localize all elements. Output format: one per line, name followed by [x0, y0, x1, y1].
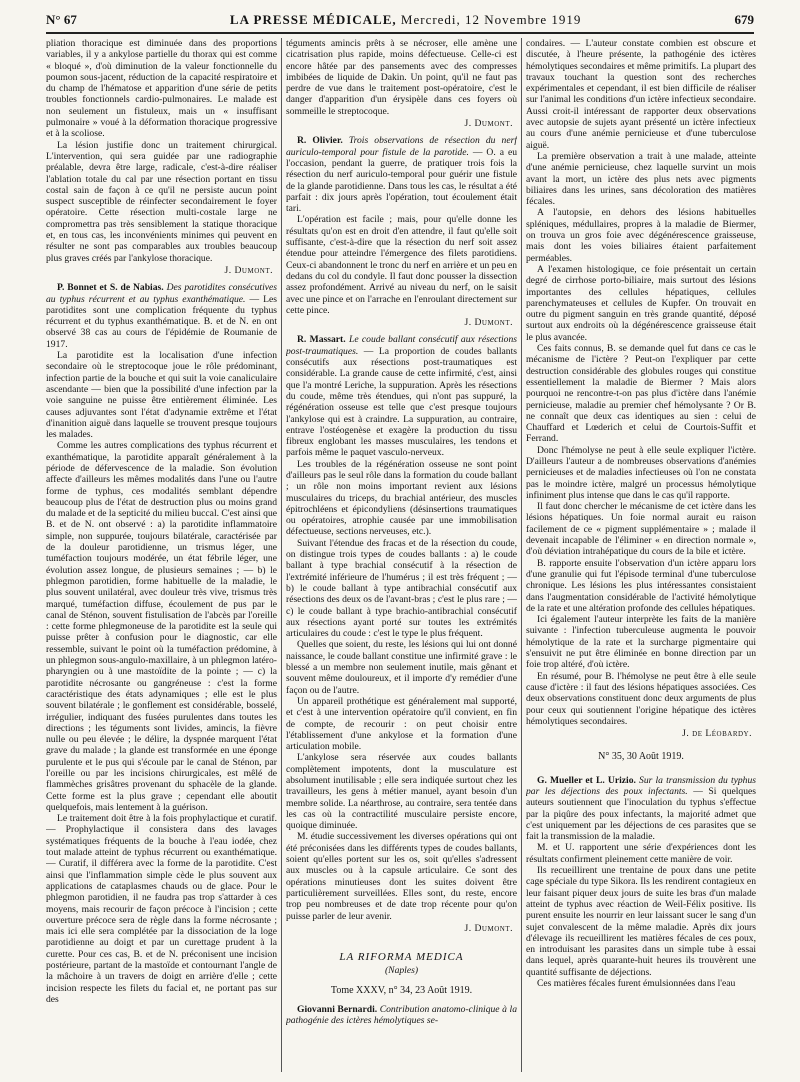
article-author: R. Olivier.	[297, 135, 343, 147]
article-massart	[286, 334, 517, 934]
paragraph: Donc l'hémolyse ne peut à elle seule expliquer l'ictère. D'ailleurs l'auteur a de nombreuses observations d'anémies pernicieuses et de maladies infectieuses où l'on ne constata pas le moindre ictère, malgré un processus hémolytique infiniment plus intense que dans le cas qu'il rapporte.	[526, 444, 756, 501]
paragraph: A l'autopsie, en dehors des lésions habituelles spléniques, médullaires, propres à la maladie de Biermer, on trouva un gros foie avec dégénérescence graisseuse, mais dont les voies biliaires étaient parfaitement perméables.	[526, 207, 756, 264]
paragraph: L'ankylose sera réservée aux coudes ballants complètement impotents, dont la musculature est absolument inutilisable ; elle sera indiquée surtout chez les travailleurs, les gens à métier manuel, ayant besoin d'un membre solide. La néarthrose, au contraire, sera tentée dans les cas où la contractilité musculaire persiste encore, quoique diminuée.	[286, 752, 517, 832]
article-text: — Les parotidites sont une complication fréquente du typhus récurrent et du typhus exanthématique. B. et de N. en ont observé 38 cas au cours de l'épidémie de Roumanie de 1917.	[46, 293, 277, 350]
paragraph: L'opération est facile ; mais, pour qu'elle donne les résultats qu'on est en droit d'en attendre, il faut qu'elle soit suffisante, c'est-à-dire que la résection du nerf soit assez étendue pour atteindre l'émergence des filets parotidiens. Ceux-ci abandonnent le tronc du nerf en arrière et un peu en dedans du col du condyle. Il faut donc pousser la dissection assez profondément. Arrivé au niveau du nerf, on le saisit avec une pince et on l'arrache en l'enroulant directement sur cette pince.	[286, 214, 517, 316]
paragraph: Suivant l'étendue des fracas et de la résection du coude, on distingue trois types de coudes ballants : a) le coude ballant à type brachial consécutif à la résection de l'extrémité inférieure de l'humérus ; il est très fréquent ; — b) le coude ballant à type antibrachial consécutif aux résections des deux os de l'avant-bras ; c'est le plus rare ; — c) le coude ballant à type brachio-antibrachial consécutif aux résections ayant porté sur toutes les extrémités articulaires du coude : c'est le type le plus fréquent.	[286, 537, 517, 640]
paragraph: M. et U. rapportent une série d'expériences dont les résultats confirment pleinement cette manière de voir.	[526, 842, 756, 865]
article-bonnet-nabias	[46, 282, 277, 1005]
paragraph: Quelles que soient, du reste, les lésions qui lui ont donné naissance, le coude ballant constitue une infirmité grave : le blessé a un membre non seulement inutile, mais gênant et souvent même douloureux, et il importe d'y remédier d'une façon ou de l'autre.	[286, 639, 517, 696]
paragraph: Le traitement doit être à la fois prophylactique et curatif. — Prophylactique il consistera dans des lavages systématiques fréquents de la bouche à l'eau iodée, chez tout malade atteint de typhus récurrent ou exanthématique. — Curatif, il différera avec la forme de la parotidite. C'est ainsi que l'inflammation simple cède le plus souvent aux applications de cataplasmes chauds ou de glace. Pour le phlegmon parotidien, il ne faudra pas trop s'attarder à ces moyens, mais recourir de façon précoce à l'incision ; cette ouverture précoce sera de règle dans la forme nécrosante ; mais ici elle sera complétée par la dissociation de la loge parotidienne au doigt et par un curettage prudent à la curette. Pour ces cas, B. et de N. préconisent une incision postérieure, partant de la mastoïde et contournant l'angle de la mâchoire à un travers de doigt en arrière d'elle ; cette incision respecte les filets du facial et, ne portant pas sur des	[46, 813, 277, 1005]
issue-line: N° 35, 30 Août 1919.	[598, 751, 684, 763]
paragraph: téguments amincis prêts à se nécroser, elle amène une cicatrisation plus rapide, moins défectueuse. Celle-ci est encore hâtée par des pansements avec des compresses imbibées de liquide de Dakin. Un point, qu'il ne faut pas perdre de vue dans le traitement post-opératoire, c'est le danger d'apparition d'un érysipèle dans ces foyers où sommeille le streptocoque.	[286, 38, 517, 117]
issue-date: Mercredi, 12 Novembre 1919	[400, 12, 582, 27]
masthead	[230, 12, 582, 28]
article-title: Des parotidites consécutives au typhus récurrent et au typhus exanthématique.	[46, 282, 277, 305]
article-author: G. Mueller et L. Urizio.	[537, 774, 636, 786]
paragraph: Comme les autres complications des typhus récurrent et exanthématique, la parotidite apparaît généralement à la période de défervescence de la maladie. Son évolution affecte d'ailleurs les mêmes modalités dans l'une ou l'autre forme de typhus, ces modalités semblant dépendre beaucoup plus de l'état de destruction plus ou moins grand du malade et de la septicité du milieu buccal. C'est ainsi que B. et de N. ont observé : a) la parotidite inflammatoire simple, non suppurée, toujours bilatérale, caractérisée par de la douleur parotidienne, un trismus léger, une tuméfaction toujours modérée, un état fébrile léger, une évolution assez longue, de plusieurs semaines ; — b) le phlegmon parotidien, forme habituelle de la maladie, le plus souvent unilatéral, avec douleur très vive, trismus très marqué, tuméfaction diffuse, écoulement de pus par le canal de Sténon, souvent fistulisation de l'abcès par l'oreille : cette forme phlegmoneuse de la parotidite est la seule qui puisse prêter à confusion pour le diagnostic, car elle ressemble, suivant le point où la tuméfaction prédomine, à un phlegmon sous-angulo-maxillaire, à un phlegmon latéro-pharyngien ou à une mastoïdite de la pointe ; — c) la parotidite nécrosante ou gangréneuse : c'est la forme caractéristique des états adynamiques ; elle est le plus souvent bilatérale ; le gonflement est considérable, bosselé, irrégulier, indiquant des fusées purulentes dans toutes les directions ; les téguments sont livides, amincis, la fièvre nulle ou peu élevée ; le délire, la dyspnée marquent l'état grave du malade ; la glande est transformée en une éponge purulente et le pus qui s'écoule par le canal de Sténon, par l'oreille ou par les incisions chirurgicales, est mêlé de flammèches grisâtres provenant du sphacèle de la glande. Cette forme est la plus grave ; cependant elle aboutit quelquefois, mais lentement à la guérison.	[46, 440, 277, 813]
paragraph: Les troubles de la régénération osseuse ne sont point d'ailleurs pas le seul rôle dans la formation du coude ballant ; un rôle non moins important revient aux lésions musculaires du triceps, du brachial antérieur, des muscles épitrochléens et épicondyliens (désinsertions traumatiques ou opératoires, atrophie causée par une immobilisation défectueuse, sections nerveuses, etc.).	[286, 458, 517, 538]
paragraph: La lésion justifie donc un traitement chirurgical. L'intervention, qui sera guidée par une radiographie préalable, devra être large, radicale, c'est-à-dire réaliser l'ablation totale du cal par une résection portant en tissu costal sain de façon à ce qu'il ne persiste aucun point suspect susceptible de réinfecter secondairement le foyer opératoire. Cette résection multi-costale large ne compromettra pas très sensiblement la statique thoracique et, en tous cas, les inconvénients minimes qui peuvent en résulter ne sont pas comparables aux troubles beaucoup plus graves créés par l'ankylose thoracique.	[46, 139, 277, 264]
column-divider	[521, 38, 522, 1072]
article-title: Trois observations de résection du nerf auriculo-temporal pour fistule de la parotide.	[286, 135, 517, 158]
paragraph: Ils recueillirent une trentaine de poux dans une petite cage spéciale du type Sikora. Ils les rendirent contagieux en leur faisant piquer deux jours de suite les bras d'un malade atteint de typhus avec réaction de Weil-Félix positive. Ils purent ensuite les nourrir en leur laissant sucer le sang d'un sujet convalescent de la même maladie. Après dix jours d'élevage ils recueillirent les matières fécales de ces poux, en introduisant les parasites dans un simple tube à essai dans lequel, après quarante-huit heures ils trouvèrent une quantité suffisante de déjections.	[526, 865, 756, 978]
page-header	[46, 8, 754, 34]
paragraph: Il faut donc chercher le mécanisme de cet ictère dans les lésions hépatiques. Un foie normal aurait eu raison facilement de ce « pigment supplémentaire » ; malade il devenait incapable de l'éliminer « en direction normale », d'où déviation intrahépatique du cours de la bile et ictère.	[526, 501, 756, 558]
issue-number: N° 67	[46, 12, 77, 27]
paragraph: A l'examen histologique, ce foie présentait un certain degré de cirrhose porto-biliaire, mais surtout des lésions importantes des cellules hépatiques, cellules parenchymateuses et cellules de Kupfer. On trouvait en outre du pigment sanguin en très grande quantité, déposé surtout aux endroits où la dégénérescence graisseuse était le plus avancée.	[526, 263, 756, 343]
article-bernardi	[286, 1004, 517, 1027]
article-mueller-urizio	[526, 775, 756, 990]
article-title: Le coude ballant consécutif aux résections post-traumatiques.	[286, 334, 517, 357]
paragraph: Ces faits connus, B. se demande quel fut dans ce cas le mécanisme de l'ictère ? Peut-on l'expliquer par cette destruction considérable des globules rouges qui constitue essentiellement la maladie de Biermer ? Mais alors pourquoi ne rencontre-t-on pas plus d'ictère dans l'anémie pernicieuse, maladie au premier chef hémolysante ? Or B. ne connaît que deux cas identiques au sien : celui de Chauffard et Lœderich et celui de Courtois-Suffit et Ferrand.	[526, 343, 756, 445]
journal-city: (Naples)	[384, 965, 419, 977]
signature: J. Dumont.	[224, 264, 273, 276]
journal-title: LA PRESSE MÉDICALE,	[229, 12, 397, 27]
signature: J. de Léobardy.	[682, 728, 752, 740]
article-title: Contribution anatomo-clinique à la pathogénie des ictères hémolytiques se-	[286, 1004, 517, 1027]
paragraph: condaires. — L'auteur constate combien est obscure et discutée, à l'heure présente, la pathogénie des ictères hémolytiques secondaires et même primitifs. La plupart des travaux touchant la question sont des recherches expérimentales et cependant, il est bien difficile de réaliser sur l'animal les conditions d'un ictère infectieux secondaire. Aussi croit-il intéressant de rapporter deux observations avec autopsie de sujets ayant présenté un ictère infectieux au cours d'une anémie pernicieuse et d'une tuberculose aiguë.	[526, 38, 756, 151]
paragraph: pliation thoracique est diminuée dans des proportions variables, il y a ankylose partielle du thorax qui est comme « bloqué », d'où diminution de la valeur fonctionnelle du poumon sous-jacent, réduction de la capacité respiratoire et du champ de l'hématose et apparition d'une série de petits troubles fonctionnels cardio-pulmonaires. Le malade est non seulement un fistuleux, mais un « insuffisant pulmonaire » voué à la déformation thoracique progressive et à la scoliose.	[46, 38, 277, 140]
article-author: Giovanni Bernardi.	[297, 1004, 378, 1016]
paragraph: Ici également l'auteur interprète les faits de la manière suivante : l'infection tuberculeuse augmenta le pouvoir hémolytique de la rate et la surcharge pigmentaire qui s'ensuivit ne put être éliminée en bonne direction par un foie trop altéré, d'où ictère.	[526, 614, 756, 671]
paragraph: B. rapporte ensuite l'observation d'un ictère apparu lors d'une granulie qui fut l'épisode terminal d'une tuberculose chronique. Les lésions les plus intéressantes consistaient dans l'augmentation considérable de l'activité hémolytique de la rate et une altération profonde des cellules hépatiques.	[526, 557, 756, 614]
journal-heading: LA RIFORMA MEDICA	[339, 951, 464, 964]
article-text: — La proportion de coudes ballants consécutifs aux résections post-traumatiques est considérable. La grande cause de cette infirmité, c'est, ainsi que l'a montré Leriche, la suppuration. Après les résections du coude, même très étendues, qui n'ont pas suppuré, la régénération osseuse est telle que c'est presque toujours l'ankylose qui est à craindre. La suppuration, au contraire, entrave l'ostéogenèse et exagère la production du tissu fibreux englobant les masses musculaires, les tendons et parfois même le paquet vasculo-nerveux.	[286, 345, 517, 459]
column-divider	[281, 38, 282, 1072]
issue-line: Tome XXXV, n° 34, 23 Août 1919.	[330, 984, 473, 996]
signature: J. Dumont.	[464, 118, 513, 130]
article-text: — O. a eu l'occasion, pendant la guerre, de pratiquer trois fois la résection du nerf auriculo-temporal pour guérir une fistule de la glande parotidienne. Dans tous les cas, le résultat a été parfait : dix jours après l'opération, tout écoulement était tari.	[286, 146, 517, 215]
column-1	[46, 38, 277, 1074]
paragraph: Un appareil prothétique est généralement mal supporté, et c'est à une intervention opératoire qu'il convient, en fin de compte, de recourir : on peut choisir entre l'établissement d'une ankylose et la formation d'une articulation mobile.	[286, 695, 517, 753]
column-2	[286, 38, 517, 1074]
paragraph: La première observation a trait à une malade, atteinte d'une anémie pernicieuse, chez laquelle survint un mois avant la mort, un ictère des plus nets avec pigments biliaires dans les urines, sans décoloration des matières fécales.	[526, 150, 756, 208]
article-author: R. Massart.	[297, 334, 346, 346]
paragraph: M. étudie successivement les diverses opérations qui ont été préconisées dans les différents types de coudes ballants, soient qu'elles portent sur les os, soit qu'elles s'adressent aux muscles ou à la capsule articulaire. Ce sont des opérations minutieuses dont les suites doivent être particulièrement surveillées. Elles sont, du reste, encore trop peu nombreuses et de date trop récente pour qu'on puisse parler de leur avenir.	[286, 831, 517, 922]
paragraph: En résumé, pour B. l'hémolyse ne peut être à elle seule cause d'ictère : il faut des lésions hépatiques associées. Ces deux observations constituent donc deux arguments de plus pour ceux qui soutiennent l'origine hépatique des ictères hémolytiques secondaires.	[526, 670, 756, 727]
article-author: P. Bonnet et S. de Nabias.	[57, 282, 164, 294]
signature: J. Dumont.	[464, 317, 513, 329]
article-title: Sur la transmission du typhus par les déjections des poux infectants.	[526, 774, 756, 797]
signature: J. Dumont.	[464, 922, 513, 934]
column-3	[526, 38, 756, 1074]
paragraph: Ces matières fécales furent émulsionnées dans l'eau	[537, 978, 736, 990]
article-text: — Si quelques auteurs soutiennent que l'inoculation du typhus s'effectue par la piqûre des poux infectants, la majorité admet que c'est uniquement par les déjections de ces parasites que se fait la transmission de la maladie.	[526, 786, 756, 843]
article-olivier	[286, 135, 517, 328]
paragraph: La parotidite est la localisation d'une infection secondaire où le streptocoque joue le rôle prédominant, infection partie de la bouche et qui suit la voie canaliculaire ascendante — bien que la possibilité d'une infection par la voie sanguine ne puisse être entièrement éliminée. Les causes adjuvantes sont l'état d'adynamie extrême et l'état d'inanition aiguë dans laquelle se trouvent presque toujours les malades.	[46, 350, 277, 441]
page-number: 679	[734, 12, 754, 27]
